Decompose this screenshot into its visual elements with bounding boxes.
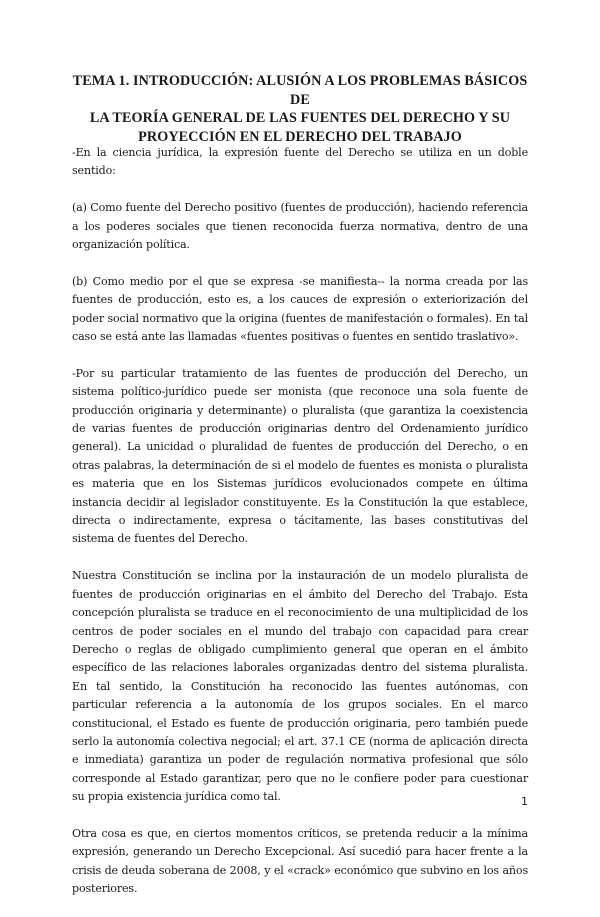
page-number: 1 [521, 795, 528, 808]
paragraph-intro: -En la ciencia jurídica, la expresión fuente del Derecho se utiliza en un doble sentido: [72, 146, 528, 178]
paragraph-monista-pluralista: -Por su particular tratamiento de las fuentes de producción del Derecho, un sistema político-jurídico puede ser monista (que reconoce una sola fuente de producción originaria y determinante) o pluralista (que garantiza la coexistencia de varias fuentes de producción originarias dentro del Ordenamiento jurídico general). La unicidad o pluralidad de fuentes de producción del Derecho, o en otras palabras, la determinación de si el modelo de fuentes es monista o pluralista es materia que en los Sistemas jurídicos evolucionados compete en última instancia decidir al legislador constituyente. Es la Constitución la que establece, directa o indirectamente, expresa o tácitamente, las bases constitutivas del sistema de fuentes del Derecho. [72, 366, 528, 546]
paragraph-constitucion: Nuestra Constitución se inclina por la instauración de un modelo pluralista de fuentes de producción originarias en el ámbito del Derecho del Trabajo. Esta concepción pluralista se traduce en el reconocimiento de una multiplicidad de los centros de poder sociales en el mundo del trabajo con capacidad para crear Derecho o reglas de obligado cumplimiento general que operan en el ámbito específico de las relaciones laborales organizadas dentro del sistema pluralista. En tal sentido, la Constitución ha reconocido las fuentes autónomas, con particular referencia a la autonomía de los grupos sociales. En el marco constitucional, el Estado es fuente de producción originaria, pero también puede serlo la autonomía colectiva negocial; el art. 37.1 CE (norma de aplicación directa e inmediata) garantiza un poder de regulación normativa profesional que sólo corresponde al Estado garantizar, pero que no le confiere poder para cuestionar su propia existencia jurídica como tal. [72, 569, 528, 804]
title-line: LA TEORÍA GENERAL DE LAS FUENTES DEL DERECHO Y SU [89, 110, 511, 126]
paragraph-b: (b) Como medio por el que se expresa -se manifiesta-- la norma creada por las fuentes de producción, esto es, a los cauces de expresión o exteriorización del poder social normativo que la origina (fuentes de manifestación o formales). En tal caso se está ante las llamadas «fuentes positivas o fuentes en sentido traslativo». [72, 274, 528, 344]
document-title [72, 72, 528, 146]
title-line: TEMA 1. INTRODUCCIÓN: ALUSIÓN A LOS PROBLEMAS BÁSICOS DE [72, 73, 528, 108]
paragraph-excepcional: Otra cosa es que, en ciertos momentos críticos, se pretenda reducir a la mínima expresión, generando un Derecho Excepcional. Así sucedió para hacer frente a la crisis de deuda soberana de 2008, y el «crack» económico que subvino en los años posteriores. [72, 826, 528, 896]
paragraph-a: (a) Como fuente del Derecho positivo (fuentes de producción), haciendo referencia a los poderes sociales que tienen reconocida fuerza normativa, dentro de una organización política. [72, 201, 528, 252]
document-body [72, 144, 528, 917]
title-line: PROYECCIÓN EN EL DERECHO DEL TRABAJO [138, 128, 462, 145]
